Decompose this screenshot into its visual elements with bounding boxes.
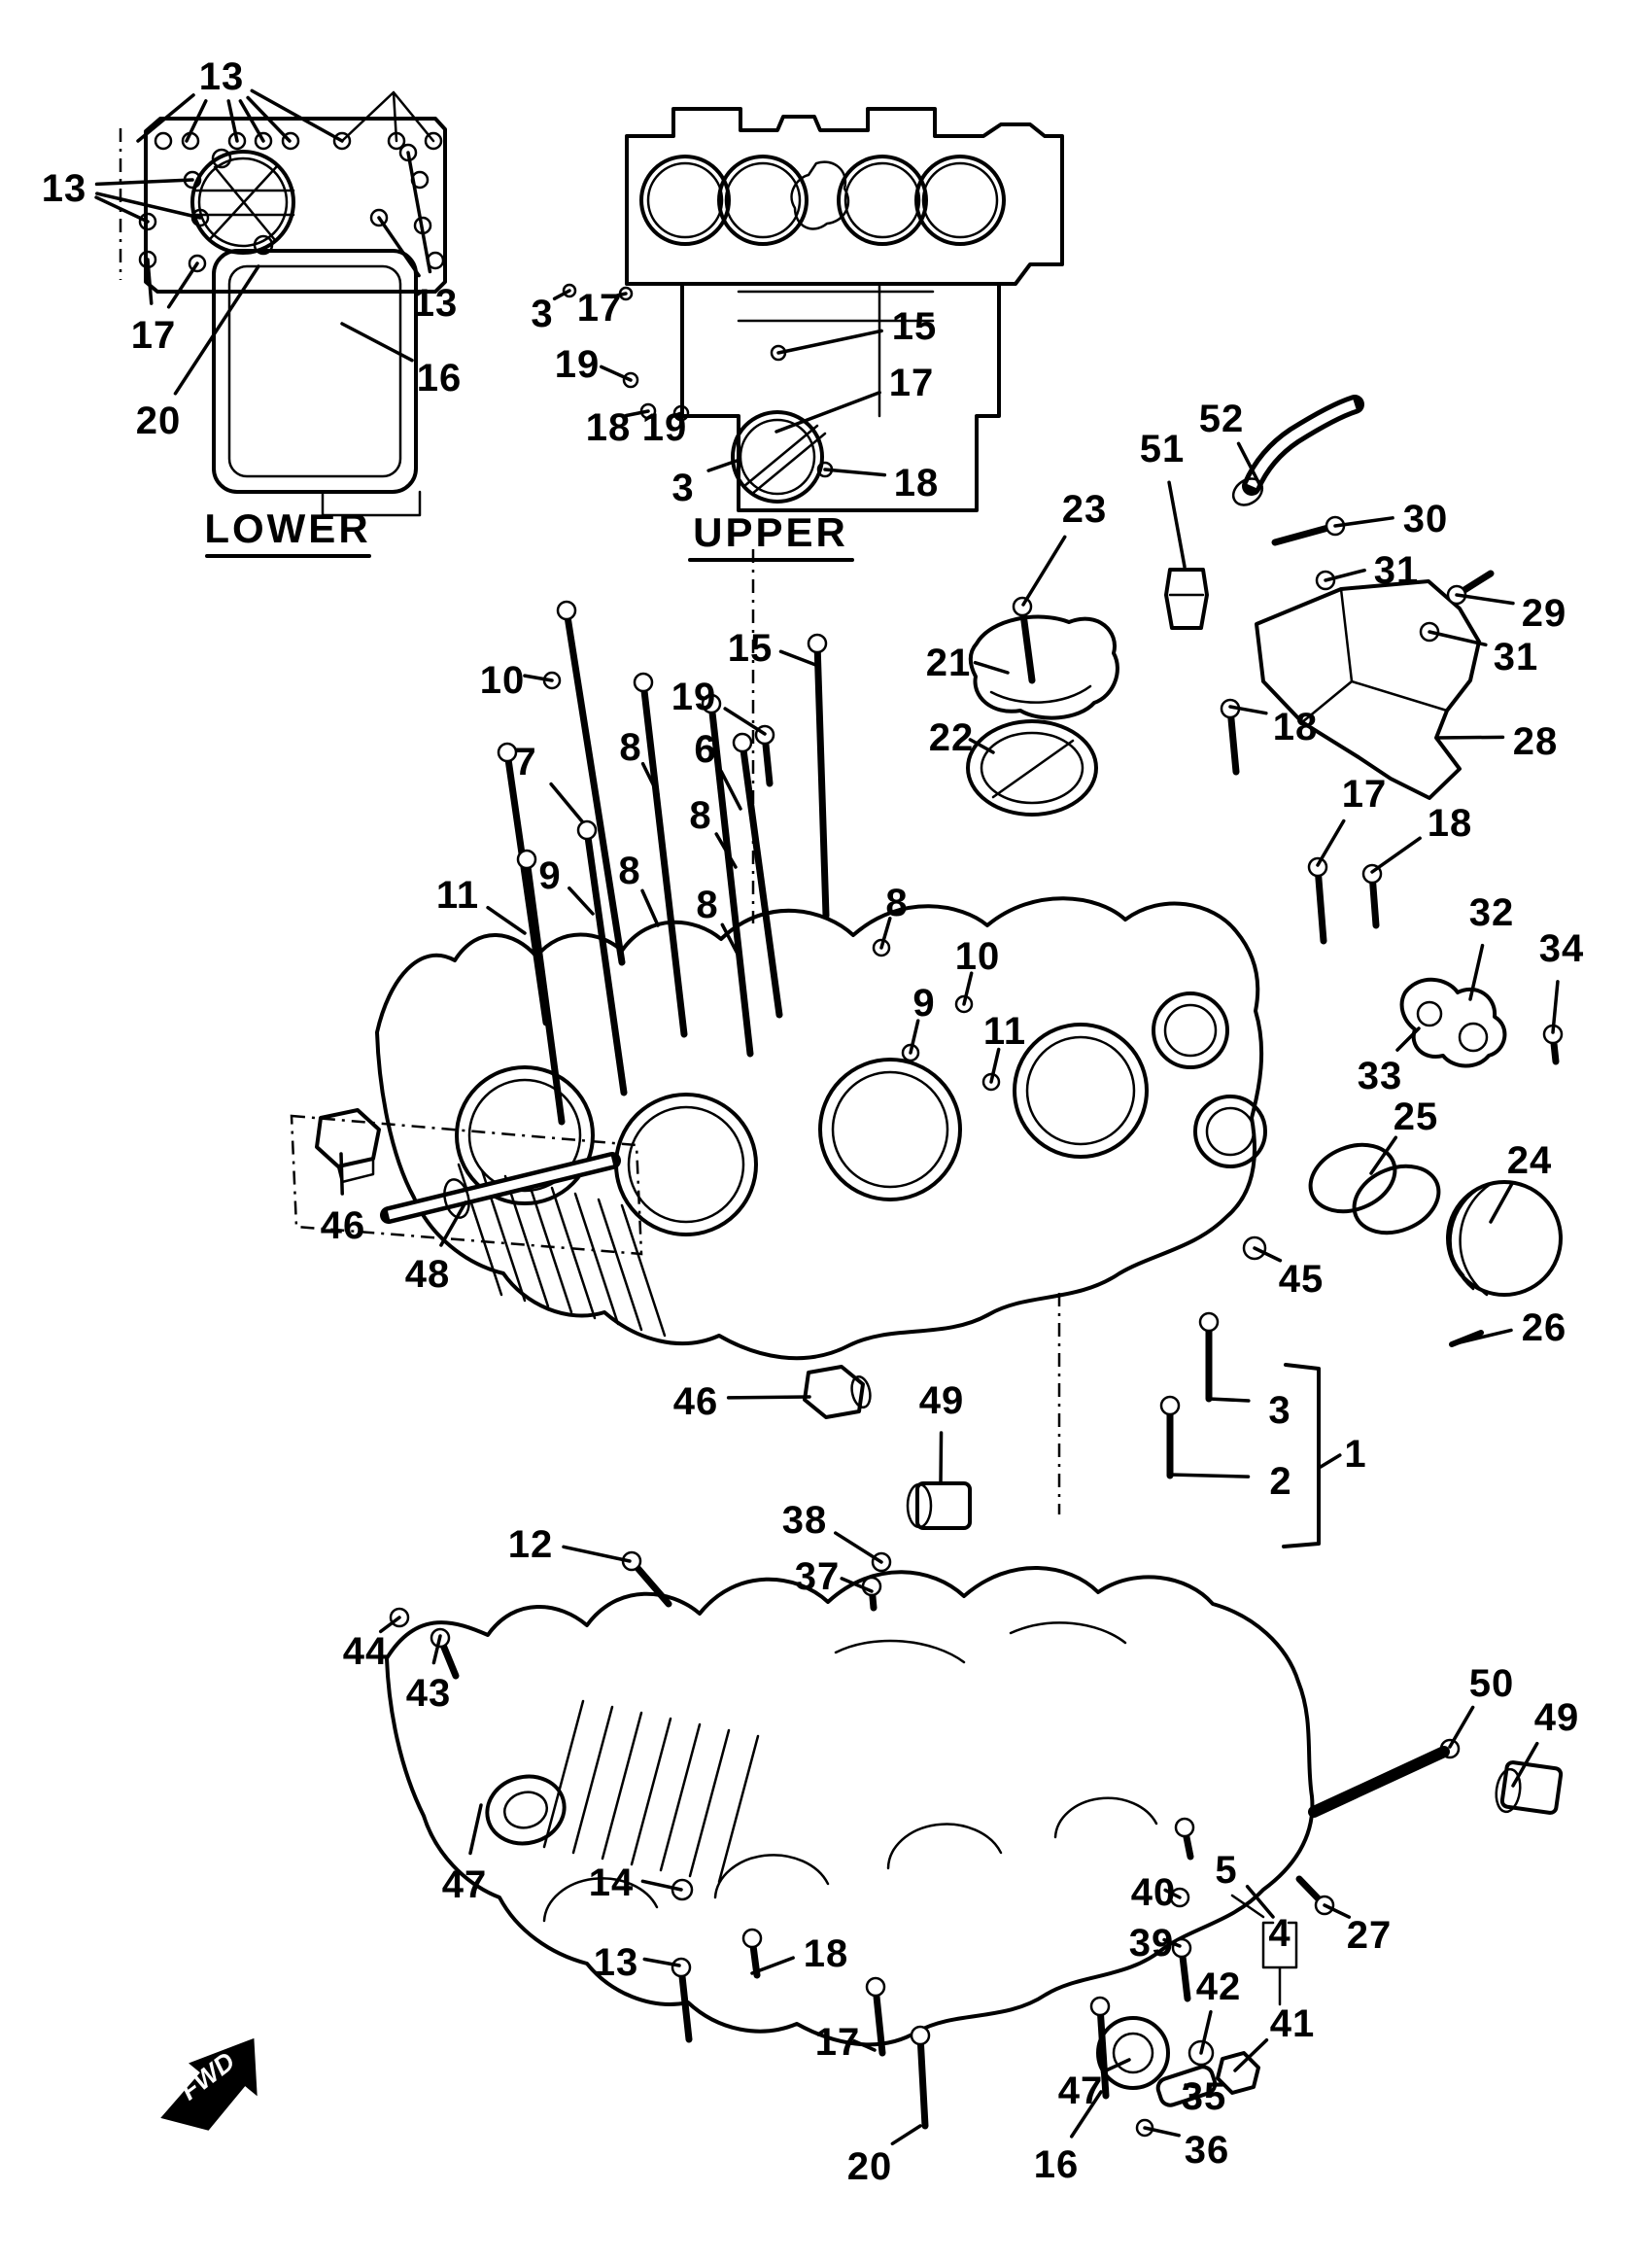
drain-plug-46 (805, 1367, 873, 1417)
part-number-17: 17 (576, 287, 623, 330)
part-number-8: 8 (885, 882, 909, 924)
o-rings-25 (1300, 1132, 1448, 1244)
callout-3 (1209, 1399, 1249, 1401)
callout-15 (781, 651, 819, 666)
fwd-arrow (163, 2040, 256, 2129)
upper-half-bores (457, 1025, 1147, 1235)
part-number-13: 13 (593, 1941, 639, 1984)
leader-line (169, 263, 197, 307)
part-number-5: 5 (1215, 1849, 1238, 1892)
part-number-48: 48 (404, 1253, 451, 1296)
callout-24 (1491, 1184, 1512, 1223)
fastener (1363, 865, 1381, 925)
leader-line (175, 266, 258, 394)
part-number-32: 32 (1468, 891, 1515, 934)
callout-20 (175, 266, 258, 394)
leader-line (1491, 1184, 1512, 1223)
part-number-25: 25 (1393, 1096, 1439, 1138)
part-number-36: 36 (1184, 2129, 1230, 2172)
part-number-17: 17 (1341, 773, 1388, 816)
callout-21 (975, 663, 1008, 673)
part-number-30: 30 (1402, 498, 1449, 540)
leader-line (1023, 537, 1065, 605)
part-number-31: 31 (1373, 549, 1420, 592)
fastener (1176, 1819, 1193, 1857)
leader-line (892, 2126, 920, 2143)
part-number-13: 13 (412, 282, 459, 325)
fastener (672, 1959, 690, 2039)
part-number-11: 11 (435, 874, 480, 917)
part-number-49: 49 (1533, 1696, 1580, 1739)
callout-51 (1169, 482, 1185, 567)
tensioner-assembly (1402, 980, 1505, 1066)
part-number-11: 11 (982, 1010, 1027, 1053)
part-number-13: 13 (41, 167, 87, 210)
part-number-31: 31 (1493, 636, 1539, 678)
lower-bearing-journal (192, 150, 293, 254)
fastener (1309, 858, 1326, 941)
upper-cylinder-bores (641, 157, 1004, 244)
callout-38 (836, 1533, 881, 1562)
leader-line (941, 1433, 942, 1482)
callout-17 (1318, 821, 1344, 865)
part-number-24: 24 (1506, 1139, 1553, 1182)
part-number-29: 29 (1521, 592, 1567, 635)
carb-flanges (1153, 993, 1265, 1166)
lower-view-title: LOWER (204, 505, 371, 551)
part-number-12: 12 (507, 1523, 554, 1566)
callout-20 (892, 2126, 920, 2143)
part-number-43: 43 (405, 1672, 452, 1715)
part-number-52: 52 (1198, 398, 1245, 440)
part-number-1: 1 (1344, 1433, 1367, 1476)
part-number-3: 3 (671, 467, 695, 509)
fastener (743, 1930, 761, 1975)
leader-line (781, 651, 819, 666)
part-number-46: 46 (672, 1380, 719, 1423)
fastener (1014, 598, 1032, 680)
fastener (635, 674, 684, 1034)
leader-line (825, 470, 884, 475)
part-number-41: 41 (1269, 2002, 1316, 2045)
lower-half-ribs (544, 1701, 758, 1882)
part-number-7: 7 (514, 741, 537, 783)
leader-lines-layer (96, 90, 1558, 2143)
pump-shaft-50 (1314, 1740, 1459, 1812)
part-number-47: 47 (441, 1863, 488, 1906)
part-number-26: 26 (1521, 1306, 1567, 1349)
leader-line (240, 101, 263, 141)
leader-line (1170, 1475, 1249, 1477)
crankcase-lower-half (387, 1568, 1312, 2044)
part-number-8: 8 (696, 884, 719, 926)
breather-parts (968, 404, 1479, 815)
part-number-18: 18 (1427, 802, 1473, 845)
part-number-20: 20 (846, 2145, 893, 2188)
part-number-34: 34 (1538, 927, 1585, 970)
leader-line (725, 709, 765, 734)
fastener (809, 635, 826, 916)
part-number-39: 39 (1128, 1922, 1175, 1965)
leader-line (836, 1533, 881, 1562)
callout-15 (778, 330, 881, 353)
fastener (912, 2027, 929, 2126)
part-number-15: 15 (727, 627, 774, 670)
part-number-38: 38 (781, 1499, 828, 1542)
bushing-49-top (908, 1483, 970, 1528)
callout-19 (725, 709, 765, 734)
upper-view-title: UPPER (693, 509, 848, 555)
part-number-10: 10 (954, 935, 1001, 978)
callout-34 (1553, 982, 1558, 1032)
oil-seal-47-left (480, 1768, 572, 1852)
upper-case-view (564, 109, 1062, 510)
lower-half-outline (387, 1568, 1312, 2044)
callout-47 (470, 1805, 481, 1854)
callout-18 (825, 470, 884, 475)
callout-23 (1023, 537, 1065, 605)
strainer-47-bottom (1098, 2018, 1168, 2088)
leader-line (1209, 1399, 1249, 1401)
part-number-21: 21 (925, 642, 972, 684)
callout-1 (1321, 1455, 1340, 1467)
part-number-19: 19 (554, 343, 601, 386)
leader-line (341, 1154, 342, 1194)
part-number-3: 3 (531, 293, 554, 335)
bushing-49-bottom (1494, 1761, 1562, 1813)
part-number-17: 17 (814, 2021, 861, 2064)
callout-13 (96, 180, 200, 222)
view-titles (204, 505, 852, 560)
part-number-22: 22 (928, 716, 975, 759)
leader-line (488, 908, 525, 933)
part-number-44: 44 (342, 1630, 389, 1673)
leader-line (1553, 982, 1558, 1032)
part-number-50: 50 (1468, 1662, 1515, 1705)
part-number-8: 8 (618, 850, 641, 892)
callout-8 (642, 890, 658, 925)
leader-line (551, 784, 582, 821)
leader-line (470, 1805, 481, 1854)
callout-18 (1372, 838, 1420, 872)
leader-line (1450, 1707, 1473, 1747)
leader-line (729, 1397, 809, 1398)
part-number-2: 2 (1269, 1460, 1292, 1503)
part-number-6: 6 (694, 728, 717, 771)
part-number-28: 28 (1512, 720, 1559, 763)
hardware-layer (391, 517, 1562, 2136)
oil-fitting (1166, 570, 1207, 628)
part-number-17: 17 (130, 314, 177, 357)
part-number-42: 42 (1195, 1965, 1242, 2008)
part-number-27: 27 (1346, 1914, 1393, 1957)
part-number-14: 14 (588, 1861, 635, 1904)
part-number-4: 4 (1268, 1912, 1291, 1955)
leader-line (569, 888, 593, 914)
part-number-9: 9 (912, 982, 936, 1025)
part-number-51: 51 (1139, 428, 1186, 470)
leader-line (642, 890, 658, 925)
callout-50 (1450, 1707, 1473, 1747)
part-number-18: 18 (893, 462, 940, 504)
part-number-19: 19 (641, 406, 688, 449)
leader-line (1372, 838, 1420, 872)
lower-half-saddles (544, 1798, 1156, 1921)
leader-line (776, 393, 879, 432)
leader-line (1321, 1455, 1340, 1467)
leader-line (778, 330, 881, 353)
part-number-33: 33 (1357, 1055, 1403, 1097)
callout-11 (488, 908, 525, 933)
part-number-49: 49 (918, 1379, 965, 1422)
leader-line (975, 663, 1008, 673)
fwd-label: FWD (175, 2046, 241, 2106)
part-number-47: 47 (1057, 2070, 1104, 2112)
part-number-37: 37 (794, 1555, 841, 1598)
callout-17 (776, 393, 879, 432)
leader-line (408, 153, 430, 271)
part-number-9: 9 (538, 854, 562, 897)
fastener (1200, 1313, 1218, 1399)
side-cover-28 (1256, 581, 1479, 798)
part-number-19: 19 (671, 676, 717, 718)
leader-line (1318, 821, 1344, 865)
callout-28 (1437, 737, 1502, 738)
leader-line (97, 180, 192, 184)
callout-2 (1170, 1475, 1249, 1477)
part-number-35: 35 (1181, 2075, 1227, 2118)
part-number-23: 23 (1061, 488, 1108, 531)
part-number-13: 13 (198, 55, 245, 98)
part-number-3: 3 (1268, 1389, 1291, 1432)
part-number-40: 40 (1130, 1871, 1177, 1914)
part-number-45: 45 (1278, 1258, 1325, 1301)
fastener (1173, 1939, 1190, 1999)
fastener (1275, 517, 1344, 542)
main-gallery-plug (317, 1110, 379, 1182)
part-number-15: 15 (891, 305, 938, 348)
part-number-18: 18 (803, 1932, 849, 1975)
callout-9 (569, 888, 593, 914)
callout-12 (564, 1547, 630, 1561)
leader-line (564, 1547, 630, 1561)
fastener (578, 821, 624, 1093)
leader-line (1437, 737, 1502, 738)
fastener (867, 1978, 884, 2053)
breather-gasket (968, 721, 1096, 815)
part-number-18: 18 (585, 406, 632, 449)
leader-line (1169, 482, 1185, 567)
callout-49 (941, 1433, 942, 1482)
callout-46 (341, 1154, 342, 1194)
callout-7 (551, 784, 582, 821)
part-number-16: 16 (1033, 2143, 1080, 2186)
part-number-18: 18 (1272, 706, 1319, 748)
part-number-10: 10 (479, 659, 526, 702)
part-number-16: 16 (416, 357, 463, 400)
part-number-46: 46 (320, 1204, 366, 1247)
part-number-8: 8 (689, 794, 712, 837)
callout-46 (729, 1397, 809, 1398)
part-number-8: 8 (619, 726, 642, 769)
part-number-20: 20 (135, 400, 182, 442)
fastener (1161, 1397, 1179, 1476)
fastener (1222, 700, 1239, 772)
part-number-17: 17 (888, 362, 935, 404)
